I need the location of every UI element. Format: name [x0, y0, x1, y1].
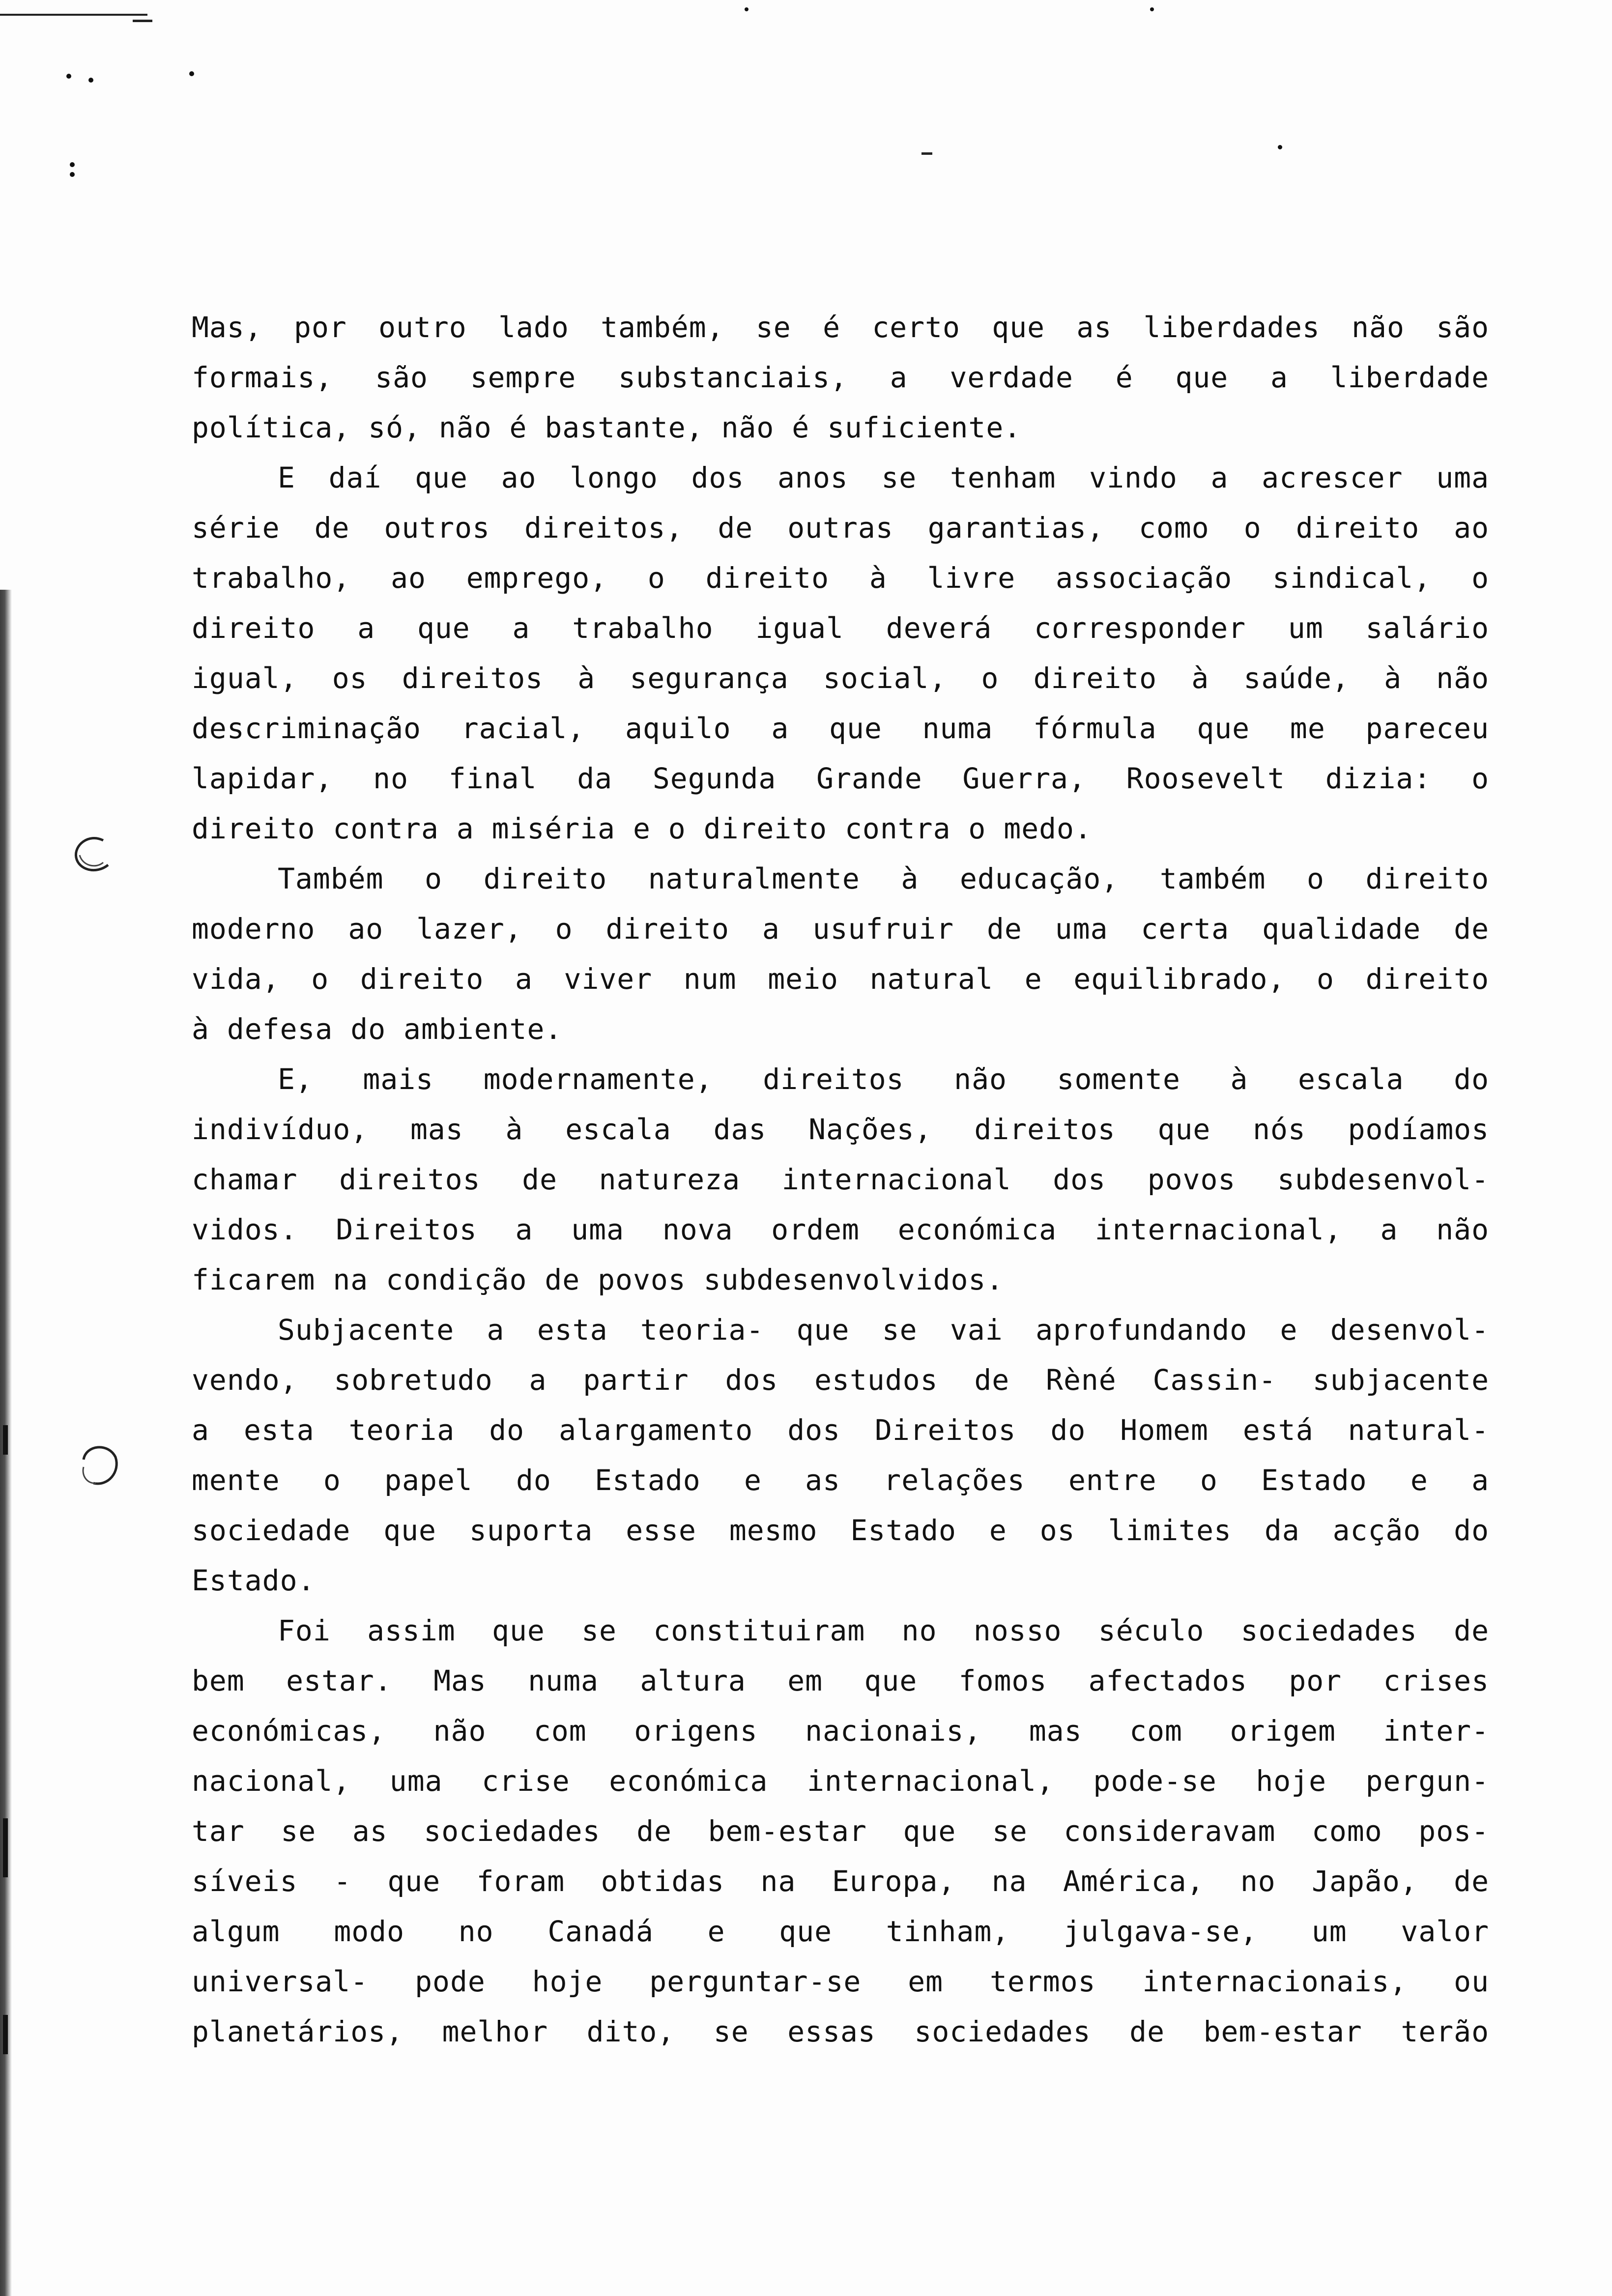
text-line: descriminação racial, aquilo a que numa fórmula que me pareceu — [192, 712, 1489, 745]
scan-speck — [70, 172, 75, 177]
scan-speck — [189, 71, 194, 76]
text-line: trabalho, ao emprego, o direito à livre associação sindical, o — [192, 561, 1489, 595]
text-line: ficarem na condição de povos subdesenvolvidos. — [192, 1263, 1004, 1296]
scan-speck — [1278, 145, 1282, 149]
text-line: E, mais modernamente, direitos não somente à escala do — [278, 1062, 1489, 1096]
scan-speck — [745, 7, 748, 11]
scan-top-rule — [0, 14, 147, 16]
binding-speck — [3, 2015, 8, 2054]
text-line: a esta teoria do alargamento dos Direitos do Homem está natural- — [192, 1413, 1489, 1447]
text-line: Estado. — [192, 1564, 316, 1597]
scan-speck — [66, 74, 71, 79]
text-line: económicas, não com origens nacionais, mas com origem inter- — [192, 1714, 1489, 1748]
text-line: tar se as sociedades de bem-estar que se consideravam como pos- — [192, 1814, 1489, 1848]
text-line: bem estar. Mas numa altura em que fomos afectados por crises — [192, 1664, 1489, 1697]
text-line: Subjacente a esta teoria- que se vai aprofundando e desenvol- — [278, 1313, 1489, 1347]
text-line: algum modo no Canadá e que tinham, julgava-se, um valor — [192, 1915, 1489, 1948]
text-line: E daí que ao longo dos anos se tenham vindo a acrescer uma — [278, 461, 1489, 494]
text-line: chamar direitos de natureza internacional dos povos subdesenvol- — [192, 1163, 1489, 1196]
text-line: indivíduo, mas à escala das Nações, direitos que nós podíamos — [192, 1113, 1489, 1146]
punch-hole-icon — [74, 1440, 123, 1489]
text-line: lapidar, no final da Segunda Grande Guerra, Roosevelt dizia: o — [192, 762, 1489, 795]
text-line: formais, são sempre substanciais, a verdade é que a liberdade — [192, 361, 1489, 394]
text-line: moderno ao lazer, o direito a usufruir de uma certa qualidade de — [192, 912, 1489, 946]
scan-speck — [70, 162, 75, 167]
text-line: planetários, melhor dito, se essas sociedades de bem-estar terão — [192, 2015, 1489, 2048]
text-line: universal- pode hoje perguntar-se em termos internacionais, ou — [192, 1965, 1489, 1998]
text-line: igual, os direitos à segurança social, o direito à saúde, à não — [192, 661, 1489, 695]
text-line: vidos. Direitos a uma nova ordem económica internacional, a não — [192, 1213, 1489, 1246]
scan-speck — [1150, 7, 1154, 11]
text-line: vida, o direito a viver num meio natural e equilibrado, o direito — [192, 962, 1489, 996]
text-line: política, só, não é bastante, não é suficiente. — [192, 411, 1022, 444]
text-line: síveis - que foram obtidas na Europa, na América, no Japão, de — [192, 1865, 1489, 1898]
text-line: Mas, por outro lado também, se é certo que as liberdades não são — [192, 311, 1489, 344]
document-body — [192, 302, 1489, 2057]
scan-speck — [88, 78, 93, 83]
text-line: Foi assim que se constituiram no nosso século sociedades de — [278, 1614, 1489, 1647]
text-line: vendo, sobretudo a partir dos estudos de Rèné Cassin- subjacente — [192, 1363, 1489, 1397]
text-line: Também o direito naturalmente à educação, também o direito — [278, 862, 1489, 895]
text-line: direito contra a miséria e o direito contra o medo. — [192, 812, 1092, 845]
text-line: série de outros direitos, de outras garantias, como o direito ao — [192, 511, 1489, 545]
text-line: sociedade que suporta esse mesmo Estado e os limites da acção do — [192, 1514, 1489, 1547]
text-line: nacional, uma crise económica internacional, pode-se hoje pergun- — [192, 1764, 1489, 1798]
scan-mark — [133, 20, 152, 22]
punch-hole-icon — [69, 831, 118, 880]
binding-speck — [3, 1425, 8, 1455]
text-line: à defesa do ambiente. — [192, 1012, 563, 1046]
binding-speck — [3, 1818, 8, 1877]
scan-mark — [921, 152, 932, 155]
text-line: direito a que a trabalho igual deverá corresponder um salário — [192, 611, 1489, 645]
text-line: mente o papel do Estado e as relações entre o Estado e a — [192, 1464, 1489, 1497]
